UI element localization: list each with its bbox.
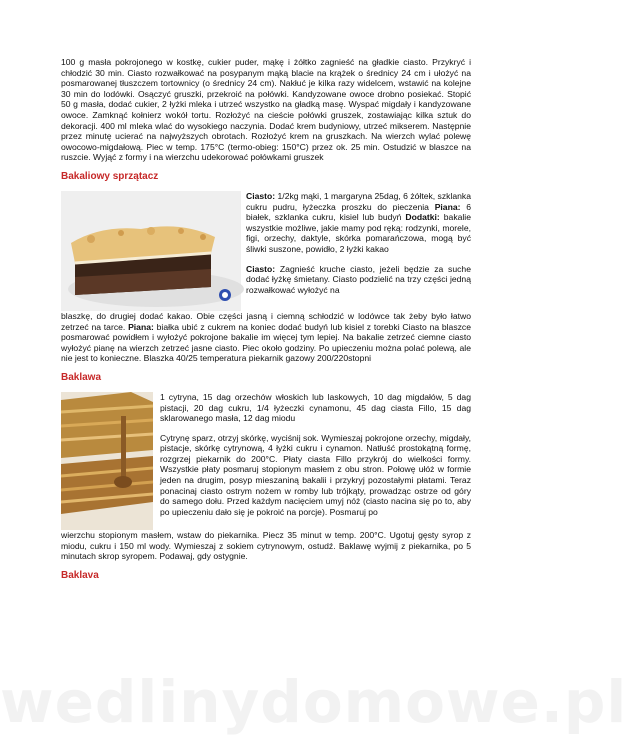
- spacer: [246, 255, 471, 264]
- baklawa-ingredients: 1 cytryna, 15 dag orzechów włoskich lub laskowych, 10 dag migdałów, 5 dag pistacji, 20 dag cukru, 1/4 łyżeczki cynamonu, 45 dag ciasta Fillo, 15 dag sklarowanego masła, 12 dag miodu: [160, 391, 471, 424]
- method-ciasto-text: Zagnieść kruche ciasto, jeżeli będzie za suche dodać łyżkę śmietany. Ciasto podzielić na trzy części jedną rozwałkować wyłożyć na: [246, 263, 471, 295]
- ingredients-ciasto: 1/2kg mąki, 1 margaryna 25dag, 6 żółtek, szklanka cukru pudru, łyżeczka proszku do pieczenia: [246, 190, 471, 212]
- method-text-1: blaszkę, do drugiej dodać kakao. Obie części jasną i ciemną schłodzić w lodówce tak żeby było łatwo zetrzeć na tarce.: [61, 310, 471, 332]
- bakaliowy-ingredients: [246, 191, 471, 255]
- heading-bakaliowy-sprzatacz: Bakaliowy sprzątacz: [61, 170, 159, 182]
- baklawa-method-rest: wierzchu stopionym masłem, wstaw do piekarnika. Piecz 35 minut w temp. 200°C. Ugotuj gęsty syrop z miodu, cukru i 150 ml wody. Wymieszaj z sokiem cytrynowym, ostudź. Baklawę wyjmij z piekarnika, po 5 minutach skrop syropem. Podawaj, gdy ostygnie.: [61, 529, 471, 562]
- bakaliowy-method-rest: [61, 311, 471, 364]
- bakaliowy-method-start: [246, 264, 471, 296]
- heading-baklava: Baklava: [61, 569, 99, 581]
- intro-paragraph: 100 g masła pokrojonego w kostkę, cukier puder, mąkę i żółtko zagnieść na gładkie ciasto. Przykryć i chłodzić 30 min. Ciasto rozwałkować na posypanym mąką blacie na krążek o średnicy 24 cm i ułożyć na posmarowanej tłuszczem tortownicy (o średnicy 24 cm). Nakłuć je kilka razy widelcem, wstawić na kolejne 30 min do lodówki. Osączyć gruszki, przekroić na połówki. Kandyzowane owoce drobno posiekać. Stopić 50 g masła, dodać cukier, 2 łyżki mleka i utrzeć wszystko na gładką masę. Wyspać migdały i kandyzowane owoce. Zamknąć kołnierz wokół tortu. Rozłożyć na cieście połówki gruszek, zostawiając kilka sztuk do dekoracji. 400 ml mleka wlać do wysokiego naczynia. Dodać krem budyniowy, utrzeć mikserem. Następnie przez minutę ucierać na najwyższych obrotach. Rozłożyć krem na gruszkach. Na wierzch wylać polewę owocowo-migdałową. Piec w temp. 175°C (termo-obieg: 150°C) przez ok. 25 min. Ostudzić w blaszce na ruszcie. Wyjąć z formy i na wierzchu udekorować połówkami gruszek: [61, 57, 471, 163]
- label-piana-method: Piana:: [128, 321, 154, 332]
- baklawa-text: [160, 392, 471, 518]
- method-text-2: białka ubić z cukrem na koniec dodać budyń lub kisiel z torebki Ciasto na blaszce posmarować powidłem i wyłożyć pokrojone bakalie im więcej tym lepiej. Na bakalie zetrzeć ciemne ciasto wyłożyć pianę na wierzch zetrzeć jasne ciasto. Piec około godziny. Po upieczeniu można polać polewą, ale nie jest to konieczne. Blaszka 40/25 temperatura piekarnik gazowy 200/220stopni: [61, 321, 471, 364]
- baklawa-row: [61, 392, 471, 530]
- heading-baklawa: Baklawa: [61, 371, 102, 383]
- bakaliowy-row: [61, 191, 471, 311]
- watermark: wedlinydomowe.pl: [0, 668, 627, 736]
- baklawa-method-start: Cytrynę sparz, otrzyj skórkę, wyciśnij sok. Wymieszaj pokrojone orzechy, migdały, pistacje, skórkę cytrynową, 4 łyżki cukru i cynamon. Natłuść prostokątną formę, rozgrzej piekarnik do 200°C. Płaty ciasta Fillo przykrój do wielkości formy. Wszystkie płaty posmaruj stopionym masłem z obu stron. Połowę ułóż w formie jeden na drugim, posyp mieszaniną bakalii i przykryj pozostałymi płatami. Teraz ponacinaj ciasto ostrym nożem w romby lub trójkąty, prowadząc ostrze od góry do samego dołu. Przed każdym nacięciem umyj nóż (ciasto nacina się po to, aby po upieczeniu dało się je pokroić na porcje). Posmaruj po: [160, 432, 471, 517]
- label-dodatki: Dodatki:: [405, 212, 440, 223]
- cake-photo: [61, 191, 241, 311]
- ingredients-piana: 6 białek, szklanka cukru, kisiel lub budyń: [246, 201, 471, 223]
- label-ciasto-method: Ciasto:: [246, 263, 276, 274]
- document-page: [61, 57, 471, 590]
- label-piana: Piana:: [434, 201, 461, 212]
- label-ciasto: Ciasto:: [246, 190, 276, 201]
- bakaliowy-text: [246, 191, 471, 295]
- ingredients-dodatki: bakalie wszystkie możliwe, jakie mamy pod ręką: rodzynki, morele, figi, orzechy, daktyle, skórka pomarańczowa, mogą być śliwki suszone, powidło, 2 łyżki kakao: [246, 212, 471, 254]
- baklawa-photo: [61, 392, 153, 530]
- spacer: [160, 424, 471, 433]
